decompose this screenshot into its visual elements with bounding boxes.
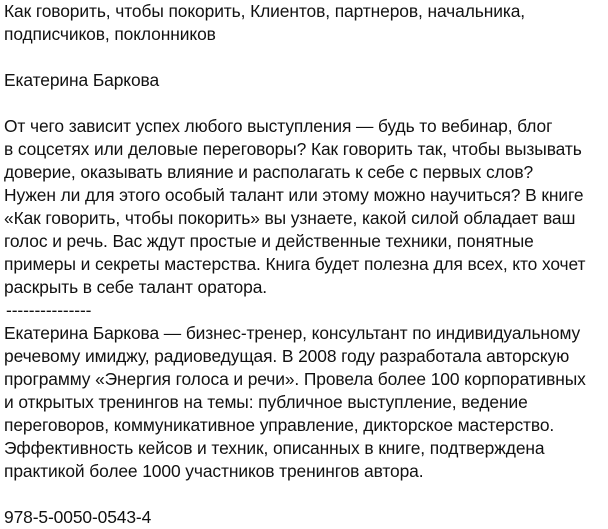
title-line: подписчиков, поклонников [4, 24, 216, 44]
section-separator: --------------- [6, 300, 92, 320]
book-title [4, 0, 608, 46]
description-line: примеры и секреты мастерства. Книга будет полезна для всех, кто хочет [4, 254, 586, 274]
author-bio [4, 322, 608, 483]
bio-line: Эффективность кейсов и техник, описанных в книге, подтверждена [4, 438, 545, 458]
bio-line: Екатерина Баркова — бизнес-тренер, консультант по индивидуальному [4, 323, 581, 343]
description-line: голос и речь. Вас ждут простые и действенные техники, понятные [4, 231, 534, 251]
bio-line: программу «Энергия голоса и речи». Провела более 100 корпоративных [4, 369, 586, 389]
spacer [4, 46, 608, 69]
description-line: раскрыть в себе талант оратора. [4, 277, 267, 297]
description-line: «Как говорить, чтобы покорить» вы узнаете, какой силой обладает ваш [4, 208, 576, 228]
bio-line: речевому имиджу, радиоведущая. В 2008 году разработала авторскую [4, 346, 570, 366]
description-line: в соцсетях или деловые переговоры? Как говорить так, чтобы вызывать [4, 139, 582, 159]
bio-line: практикой более 1000 участников тренингов автора. [4, 461, 424, 481]
spacer [4, 483, 608, 506]
isbn: 978-5-0050-0543-4 [4, 507, 152, 527]
bio-line: переговоров, коммуникативное управление, дикторское мастерство. [4, 415, 555, 435]
author-name: Екатерина Баркова [4, 70, 160, 90]
description-line: доверие, оказывать влияние и располагать к себе с первых слов? [4, 162, 534, 182]
book-annotation [4, 0, 608, 529]
bio-line: и открытых тренингов на темы: публичное выступление, ведение [4, 392, 528, 412]
description-line: От чего зависит успех любого выступления — будь то вебинар, блог [4, 116, 553, 136]
title-line: Как говорить, чтобы покорить, Клиентов, партнеров, начальника, [4, 1, 526, 21]
book-description [4, 115, 608, 299]
description-line: Нужен ли для этого особый талант или этому можно научиться? В книге [4, 185, 584, 205]
spacer [4, 92, 608, 115]
